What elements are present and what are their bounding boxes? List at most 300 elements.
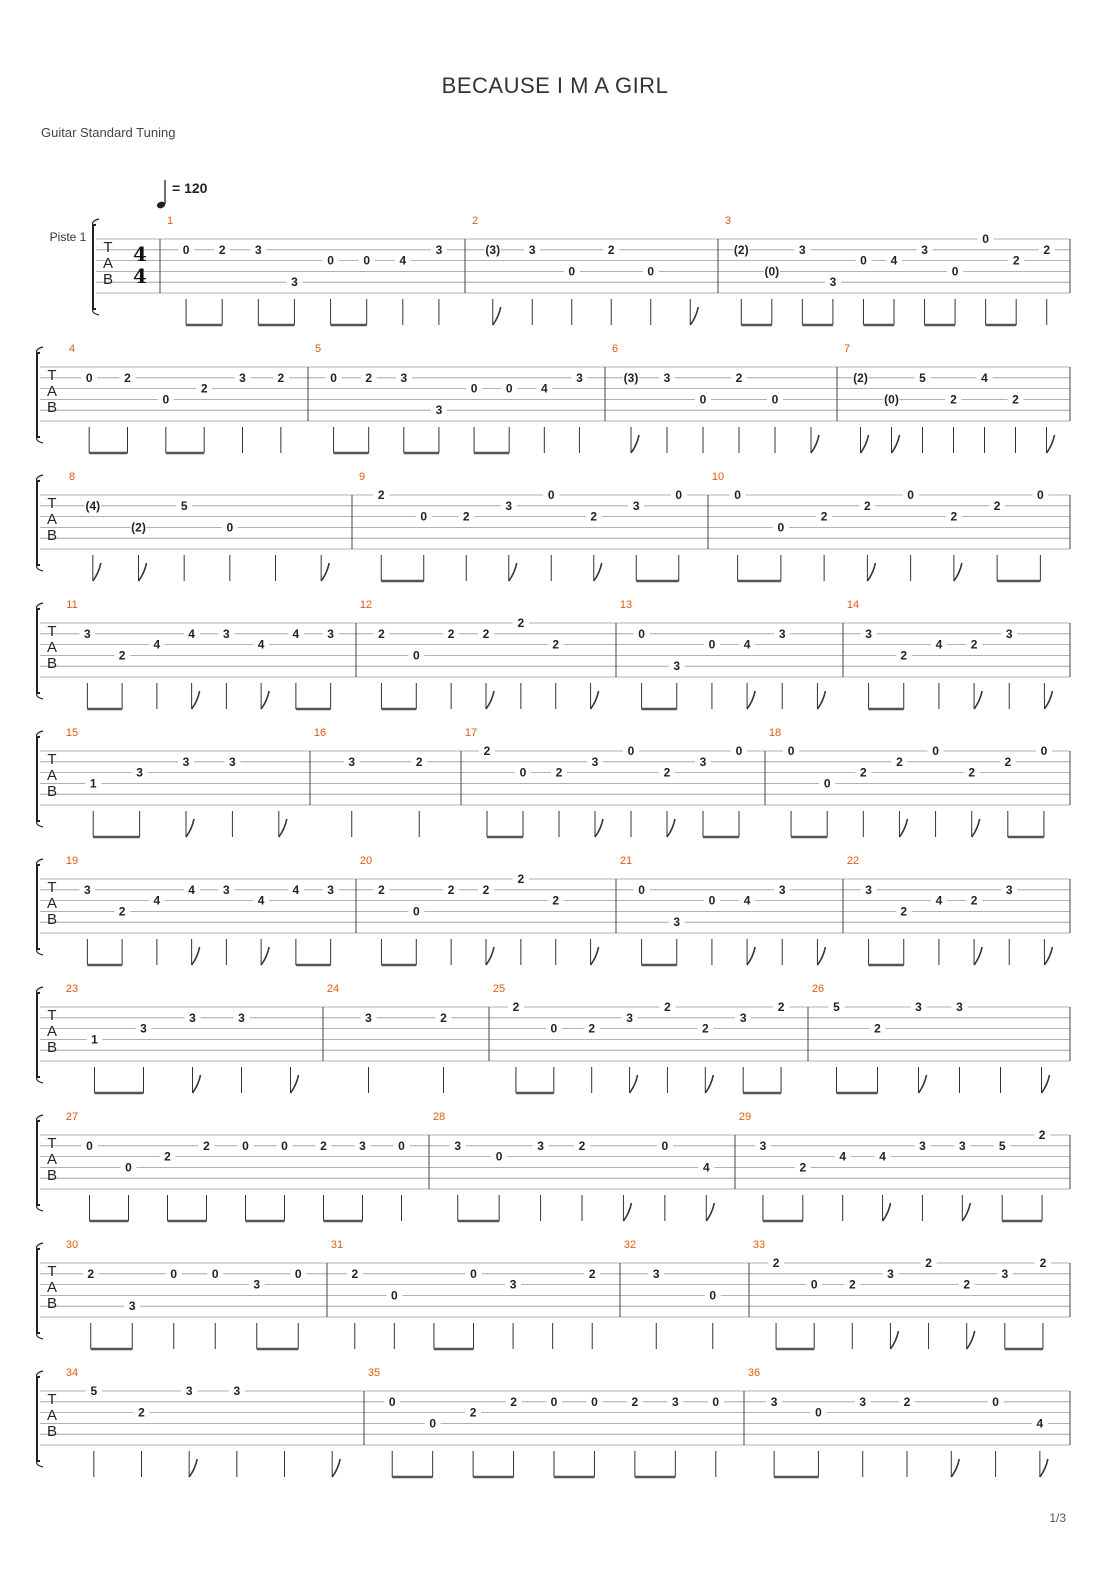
note-flag	[954, 563, 962, 581]
fret-number: 4	[153, 893, 161, 908]
fret-number: 0	[470, 1266, 477, 1281]
tab-clef-letter: A	[46, 767, 58, 784]
measure-number: 3	[724, 215, 732, 227]
system-bracket	[37, 1249, 40, 1333]
fret-number: 5	[90, 1384, 98, 1398]
fret-number: 0	[85, 370, 93, 385]
system-bracket	[37, 993, 40, 1077]
fret-number: 2	[993, 498, 1001, 513]
fret-number: 0	[86, 1138, 93, 1153]
note-flag	[486, 691, 494, 709]
fret-number: 0	[547, 488, 555, 502]
fret-number: 5	[833, 1000, 840, 1014]
measure-number: 20	[359, 855, 373, 867]
fret-number: 2	[950, 392, 957, 407]
fret-number: 2	[896, 754, 903, 769]
fret-number: 0	[550, 1021, 558, 1036]
fret-number: 3	[223, 882, 230, 897]
fret-number: 2	[552, 893, 560, 908]
fret-number: 2	[512, 1000, 520, 1014]
fret-number: 0	[211, 1266, 219, 1281]
fret-number: 0	[1040, 744, 1048, 758]
fret-number: 0	[712, 1394, 720, 1409]
fret-number: 4	[935, 637, 943, 652]
note-flag	[883, 1203, 891, 1221]
fret-number: 2	[203, 1138, 210, 1153]
system-bracket	[37, 353, 40, 437]
tab-clef-letter: B	[46, 911, 58, 928]
fret-number: 3	[84, 626, 91, 641]
fret-number: 3	[528, 242, 536, 257]
fret-number: 2	[578, 1138, 586, 1153]
note-flag	[974, 947, 982, 965]
measure-number: 29	[738, 1111, 752, 1123]
system-bracket	[37, 1377, 40, 1461]
fret-number: 1	[91, 1032, 98, 1047]
fret-number: 2	[447, 882, 455, 897]
note-flag	[747, 691, 755, 709]
fret-number: 3	[365, 1010, 372, 1025]
note-flag	[1044, 947, 1052, 965]
fret-number: 3	[254, 242, 262, 257]
tab-clef-letter: A	[46, 895, 58, 912]
fret-number: (3)	[623, 370, 639, 385]
fret-number: 2	[510, 1394, 517, 1409]
system-bracket	[37, 737, 40, 821]
fret-number: 4	[743, 637, 751, 652]
system-bracket	[37, 1121, 40, 1205]
fret-number: 3	[915, 1000, 922, 1014]
fret-number: 4	[839, 1149, 847, 1164]
fret-number: 3	[699, 754, 707, 769]
note-flag	[690, 307, 698, 325]
fret-number: 2	[200, 381, 208, 396]
fret-number: 0	[398, 1138, 405, 1153]
tab-clef-letter: A	[46, 1407, 58, 1424]
fret-number: 2	[900, 904, 908, 919]
measure-number: 11	[66, 599, 78, 611]
tab-clef-letter: B	[46, 527, 58, 544]
fret-number: 3	[1001, 1266, 1009, 1281]
fret-number: 2	[138, 1405, 145, 1420]
fret-number: 3	[189, 1010, 196, 1025]
note-flag	[1047, 435, 1055, 453]
fret-number: 3	[652, 1266, 660, 1281]
note-flag	[186, 819, 194, 837]
note-flag	[817, 947, 825, 965]
note-flag	[509, 563, 517, 581]
note-flag	[962, 1203, 970, 1221]
fret-number: 0	[787, 744, 795, 758]
fret-number: 2	[968, 765, 976, 780]
measure-number: 34	[65, 1367, 79, 1379]
fret-number: 4	[188, 882, 195, 897]
fret-number: 3	[865, 882, 872, 897]
fret-number: 0	[226, 520, 234, 535]
fret-number: 2	[462, 509, 470, 524]
fret-number: 3	[182, 754, 190, 769]
fret-number: 2	[864, 498, 871, 513]
tab-clef-letter: A	[46, 639, 58, 656]
fret-number: 3	[576, 370, 583, 385]
fret-number: 2	[365, 370, 373, 385]
fret-number: (2)	[131, 520, 146, 535]
note-flag	[291, 1075, 299, 1093]
fret-number: 0	[420, 509, 428, 524]
fret-number: 3	[859, 1394, 867, 1409]
fret-number: 2	[848, 1277, 856, 1292]
fret-number: 2	[663, 765, 671, 780]
fret-number: 2	[900, 648, 908, 663]
fret-number: 2	[351, 1266, 359, 1281]
fret-number: 0	[182, 242, 190, 257]
fret-number: 3	[327, 626, 334, 641]
fret-number: 0	[242, 1138, 249, 1153]
fret-number: 3	[327, 882, 334, 897]
fret-number: 0	[505, 381, 513, 396]
fret-number: 2	[777, 1000, 785, 1014]
fret-number: 2	[447, 626, 455, 641]
measure-number: 4	[68, 343, 76, 355]
fret-number: 3	[128, 1299, 136, 1314]
note-flag	[332, 1459, 340, 1477]
tab-clef-letter: B	[46, 1423, 58, 1440]
fret-number: 4	[188, 626, 195, 641]
note-flag	[261, 691, 269, 709]
fret-number: 2	[1012, 253, 1020, 268]
measure-number: 25	[492, 983, 506, 995]
fret-number: 0	[330, 370, 337, 385]
fret-number: 2	[701, 1021, 709, 1036]
measure-number: 23	[65, 983, 79, 995]
fret-number: 4	[1036, 1416, 1044, 1431]
note-flag	[890, 1331, 898, 1349]
fret-number: 3	[632, 498, 640, 513]
fret-number: 2	[820, 509, 828, 524]
measure-number: 26	[811, 983, 825, 995]
fret-number: 4	[153, 637, 161, 652]
fret-number: 0	[771, 392, 779, 407]
note-flag	[631, 435, 639, 453]
measure-number: 22	[846, 855, 860, 867]
time-signature-top: 4	[133, 242, 147, 266]
fret-number: 2	[483, 744, 491, 758]
fret-number: 0	[860, 253, 867, 268]
note-flag	[811, 435, 819, 453]
measure-number: 10	[711, 471, 725, 483]
note-flag	[493, 307, 501, 325]
note-flag	[951, 1459, 959, 1477]
fret-number: 4	[702, 1160, 710, 1175]
fret-number: 2	[378, 626, 385, 641]
system-bracket	[93, 225, 96, 309]
fret-number: 3	[291, 275, 298, 290]
fret-number: 2	[377, 488, 385, 502]
fret-number: 3	[1005, 626, 1013, 641]
fret-number: 5	[919, 370, 926, 385]
measure-number: 17	[464, 727, 478, 739]
measure-number: 16	[313, 727, 327, 739]
note-flag	[706, 1203, 714, 1221]
fret-number: (2)	[733, 242, 749, 257]
fret-number: 3	[778, 882, 786, 897]
fret-number: 0	[470, 381, 478, 396]
fret-number: 0	[162, 392, 170, 407]
fret-number: 3	[739, 1010, 747, 1025]
fret-number: 0	[815, 1405, 822, 1420]
fret-number: 4	[257, 637, 265, 652]
fret-number: 2	[1039, 1256, 1047, 1270]
fret-number: 0	[777, 520, 785, 535]
fret-number: 3	[778, 626, 786, 641]
tuning-label: Guitar Standard Tuning	[41, 125, 176, 140]
fret-number: 2	[482, 626, 490, 641]
fret-number: 0	[638, 882, 645, 897]
system-bracket	[37, 481, 40, 565]
tab-clef-letter: T	[47, 367, 57, 384]
fret-number: 3	[348, 754, 356, 769]
fret-number: 0	[907, 488, 914, 502]
fret-number: 3	[454, 1138, 462, 1153]
note-flag	[591, 947, 599, 965]
fret-number: 2	[118, 648, 126, 663]
fret-number: 2	[218, 242, 226, 257]
fret-number: 3	[223, 626, 230, 641]
note-flag	[919, 1075, 927, 1093]
fret-number: 0	[170, 1266, 178, 1281]
fret-number: 4	[890, 253, 898, 268]
tab-clef-letter: T	[47, 495, 57, 512]
tab-clef-letter: T	[47, 1007, 57, 1024]
fret-number: 2	[970, 637, 978, 652]
fret-number: 2	[469, 1405, 477, 1420]
note-flag	[591, 691, 599, 709]
fret-number: 0	[1037, 488, 1044, 502]
tab-clef-letter: B	[46, 1167, 58, 1184]
tab-clef-letter: A	[46, 1023, 58, 1040]
tab-clef-letter: B	[46, 655, 58, 672]
fret-number: 3	[359, 1138, 366, 1153]
tab-clef-letter: A	[102, 255, 114, 272]
system-bracket	[37, 609, 40, 693]
fret-number: 4	[292, 882, 300, 897]
fret-number: 3	[509, 1277, 517, 1292]
note-flag	[192, 691, 200, 709]
fret-number: 1	[89, 776, 97, 791]
fret-number: 2	[517, 616, 525, 630]
note-flag	[192, 947, 200, 965]
fret-number: 0	[429, 1416, 437, 1431]
fret-number: 3	[956, 1000, 963, 1014]
fret-number: 3	[673, 915, 681, 930]
fret-number: 0	[391, 1288, 398, 1303]
fret-number: 3	[185, 1384, 193, 1398]
measure-number: 12	[359, 599, 373, 611]
tab-clef-letter: B	[102, 271, 114, 288]
fret-number: 4	[399, 253, 407, 268]
fret-number: 0	[125, 1160, 132, 1175]
fret-number: 2	[590, 509, 598, 524]
fret-number: 4	[935, 893, 943, 908]
fret-number: 3	[865, 626, 872, 641]
measure-number: 7	[843, 343, 851, 355]
tab-clef-letter: T	[47, 879, 57, 896]
tab-clef-letter: B	[46, 783, 58, 800]
fret-number: 0	[734, 488, 741, 502]
fret-number: 2	[552, 637, 560, 652]
fret-number: 3	[435, 242, 443, 257]
fret-number: 0	[568, 264, 576, 279]
fret-number: 0	[550, 1394, 558, 1409]
fret-number: 2	[874, 1021, 881, 1036]
fret-number: 0	[992, 1394, 999, 1409]
system-bracket	[37, 865, 40, 949]
fret-number: 0	[495, 1149, 503, 1164]
page-number: 1/3	[1049, 1511, 1066, 1525]
fret-number: 0	[294, 1266, 302, 1281]
fret-number: 3	[238, 1010, 245, 1025]
fret-number: 2	[482, 882, 490, 897]
fret-number: 0	[699, 392, 707, 407]
measure-number: 24	[326, 983, 340, 995]
fret-number: 2	[118, 904, 126, 919]
fret-number: 3	[537, 1138, 544, 1153]
fret-number: 2	[925, 1256, 932, 1270]
note-flag	[623, 1203, 631, 1221]
note-flag	[974, 691, 982, 709]
fret-number: 3	[233, 1384, 241, 1398]
note-flag	[1040, 1459, 1048, 1477]
measure-number: 28	[432, 1111, 446, 1123]
fret-number: 3	[887, 1266, 894, 1281]
measure-number: 32	[623, 1239, 637, 1251]
fret-number: 0	[388, 1394, 396, 1409]
note-flag	[594, 563, 602, 581]
fret-number: 2	[631, 1394, 639, 1409]
fret-number: (0)	[764, 264, 780, 279]
tempo-value: = 120	[172, 180, 208, 196]
fret-number: 3	[770, 1394, 778, 1409]
fret-number: 2	[588, 1266, 596, 1281]
note-flag	[892, 435, 900, 453]
note-flag	[193, 1075, 201, 1093]
measure-number: 33	[752, 1239, 766, 1251]
fret-number: 2	[517, 872, 525, 886]
note-flag	[705, 1075, 713, 1093]
fret-number: 0	[661, 1138, 669, 1153]
song-title: BECAUSE I M A GIRL	[441, 73, 669, 98]
tab-clef-letter: T	[47, 1391, 57, 1408]
tab-clef-letter: T	[47, 1135, 57, 1152]
fret-number: 2	[799, 1160, 807, 1175]
fret-number: 4	[540, 381, 548, 396]
measure-number: 13	[619, 599, 633, 611]
note-flag	[1042, 1075, 1050, 1093]
note-flag	[861, 435, 869, 453]
fret-number: 3	[829, 275, 837, 290]
time-signature-bottom: 4	[133, 264, 147, 288]
fret-number: 0	[647, 264, 655, 279]
measure-number: 21	[619, 855, 633, 867]
fret-number: 0	[638, 626, 645, 641]
tab-clef-letter: A	[46, 1279, 58, 1296]
track-label: Piste 1	[49, 230, 87, 244]
fret-number: 2	[664, 1000, 671, 1014]
fret-number: 2	[415, 754, 423, 769]
fret-number: 0	[932, 744, 939, 758]
fret-number: 3	[671, 1394, 679, 1409]
fret-number: 3	[239, 370, 246, 385]
measure-number: 27	[65, 1111, 79, 1123]
note-flag	[1044, 691, 1052, 709]
fret-number: 3	[919, 1138, 926, 1153]
tab-clef-letter: B	[46, 1039, 58, 1056]
tab-clef-letter: B	[46, 399, 58, 416]
fret-number: 2	[588, 1021, 596, 1036]
fret-number: 2	[1012, 392, 1019, 407]
fret-number: 0	[281, 1138, 288, 1153]
note-flag	[321, 563, 329, 581]
measure-number: 30	[65, 1239, 79, 1251]
fret-number: 3	[1005, 882, 1013, 897]
fret-number: 3	[136, 765, 143, 780]
fret-number: 3	[435, 403, 443, 418]
fret-number: 0	[412, 648, 420, 663]
measure-number: 35	[367, 1367, 381, 1379]
fret-number: 2	[735, 370, 743, 385]
note-flag	[747, 947, 755, 965]
measure-number: 36	[747, 1367, 761, 1379]
fret-number: 2	[164, 1149, 171, 1164]
fret-number: 4	[292, 626, 300, 641]
fret-number: 0	[519, 765, 527, 780]
measure-number: 5	[314, 343, 322, 355]
note-flag	[667, 819, 675, 837]
fret-number: 2	[970, 893, 978, 908]
fret-number: (2)	[853, 370, 868, 385]
measure-number: 6	[611, 343, 619, 355]
fret-number: 0	[982, 232, 989, 246]
fret-number: 5	[180, 498, 188, 513]
measure-number: 14	[846, 599, 860, 611]
note-flag	[817, 691, 825, 709]
note-flag	[261, 947, 269, 965]
fret-number: 0	[412, 904, 420, 919]
fret-number: 0	[735, 744, 743, 758]
fret-number: 0	[951, 264, 959, 279]
tab-clef-letter: T	[103, 239, 113, 256]
note-flag	[867, 563, 875, 581]
fret-number: 3	[799, 242, 806, 257]
fret-number: 0	[708, 893, 716, 908]
fret-number: 2	[320, 1138, 327, 1153]
fret-number: 3	[505, 498, 513, 513]
fret-number: 0	[627, 744, 635, 758]
fret-number: 3	[626, 1010, 633, 1025]
tab-clef-letter: T	[47, 623, 57, 640]
fret-number: 3	[400, 370, 408, 385]
measure-number: 2	[471, 215, 479, 227]
fret-number: 3	[84, 882, 91, 897]
fret-number: (4)	[85, 498, 101, 513]
fret-number: 2	[1038, 1128, 1046, 1142]
note-flag	[972, 819, 980, 837]
measure-number: 15	[65, 727, 79, 739]
fret-number: 3	[958, 1138, 966, 1153]
tab-clef-letter: A	[46, 511, 58, 528]
fret-number: (0)	[884, 392, 899, 407]
measure-number: 1	[166, 215, 174, 227]
